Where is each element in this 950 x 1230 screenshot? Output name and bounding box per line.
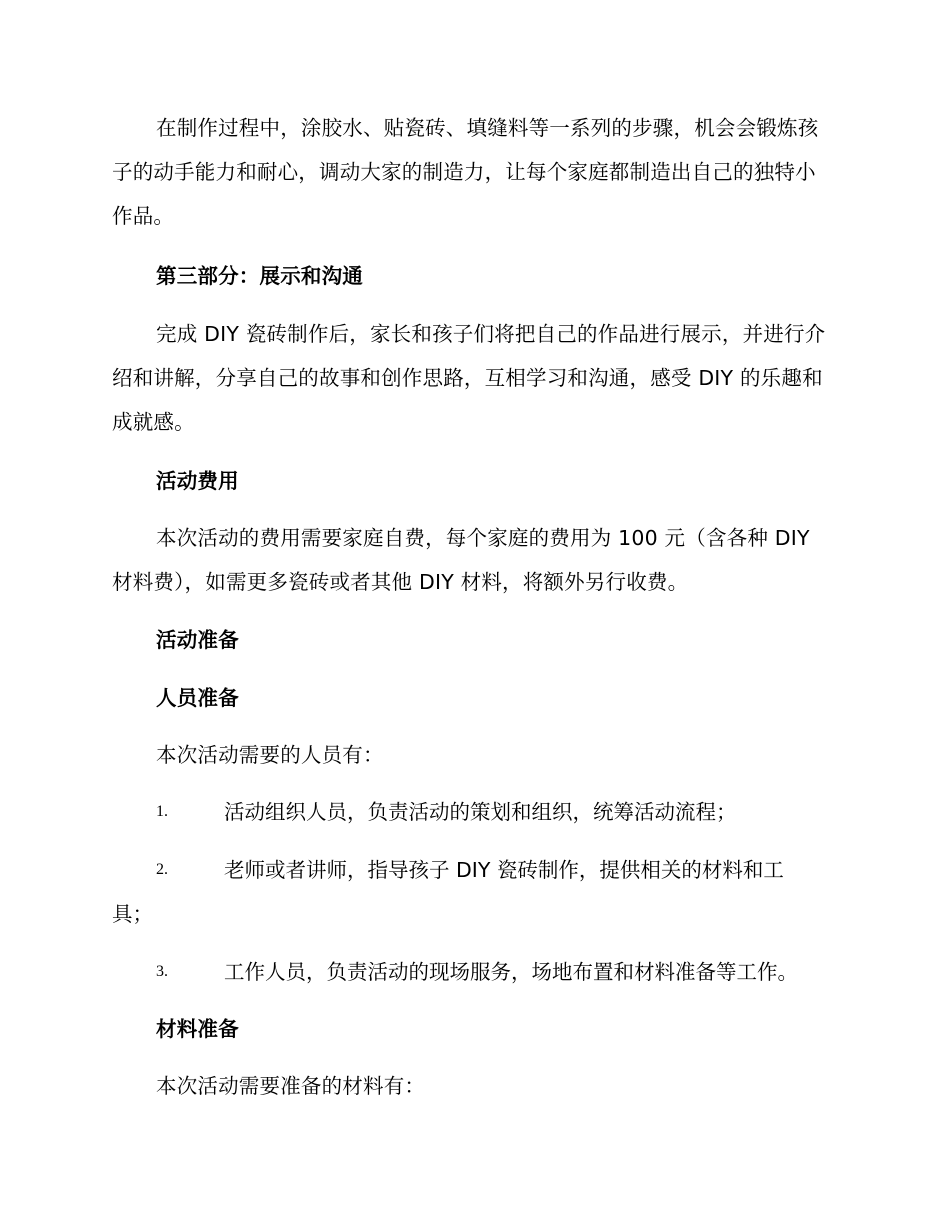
list-text: 活动组织人员，负责活动的策划和组织，统筹活动流程； xyxy=(224,800,737,824)
paragraph-staff-intro: 本次活动需要的人员有： xyxy=(156,743,384,767)
list-item xyxy=(112,950,832,994)
paragraph-materials-intro: 本次活动需要准备的材料有： xyxy=(156,1074,426,1098)
list-number: 2. xyxy=(156,861,168,878)
heading-staff-preparation: 人员准备 xyxy=(156,686,239,710)
heading-activity-fee: 活动费用 xyxy=(156,469,239,493)
list-text: 老师或者讲师，指导孩子 DIY 瓷砖制作，提供相关的材料和工 xyxy=(224,858,784,882)
paragraph-fee-details: 本次活动的费用需要家庭自费，每个家庭的费用为 100 元（含各种 DIY 材料费），如需更多瓷砖或者其他 DIY 材料，将额外另行收费。 xyxy=(112,526,810,594)
heading-activity-preparation: 活动准备 xyxy=(156,628,239,652)
list-text-continuation: 具； xyxy=(112,902,153,926)
heading-part-three: 第三部分：展示和沟通 xyxy=(156,264,363,288)
list-number: 3. xyxy=(156,963,168,980)
paragraph-display-exchange: 完成 DIY 瓷砖制作后，家长和孩子们将把自己的作品进行展示，并进行介绍和讲解，分享自己的故事和创作思路，互相学习和沟通，感受 DIY 的乐趣和成就感。 xyxy=(112,322,826,434)
list-item xyxy=(112,790,832,834)
list-text: 工作人员，负责活动的现场服务，场地布置和材料准备等工作。 xyxy=(224,960,798,984)
list-item xyxy=(112,848,832,936)
list-number: 1. xyxy=(156,803,168,820)
paragraph-making-process: 在制作过程中，涂胶水、贴瓷砖、填缝料等一系列的步骤，机会会锻炼孩子的动手能力和耐心，调动大家的制造力，让每个家庭都制造出自己的独特小作品。 xyxy=(112,116,819,228)
heading-materials-preparation: 材料准备 xyxy=(156,1017,239,1041)
